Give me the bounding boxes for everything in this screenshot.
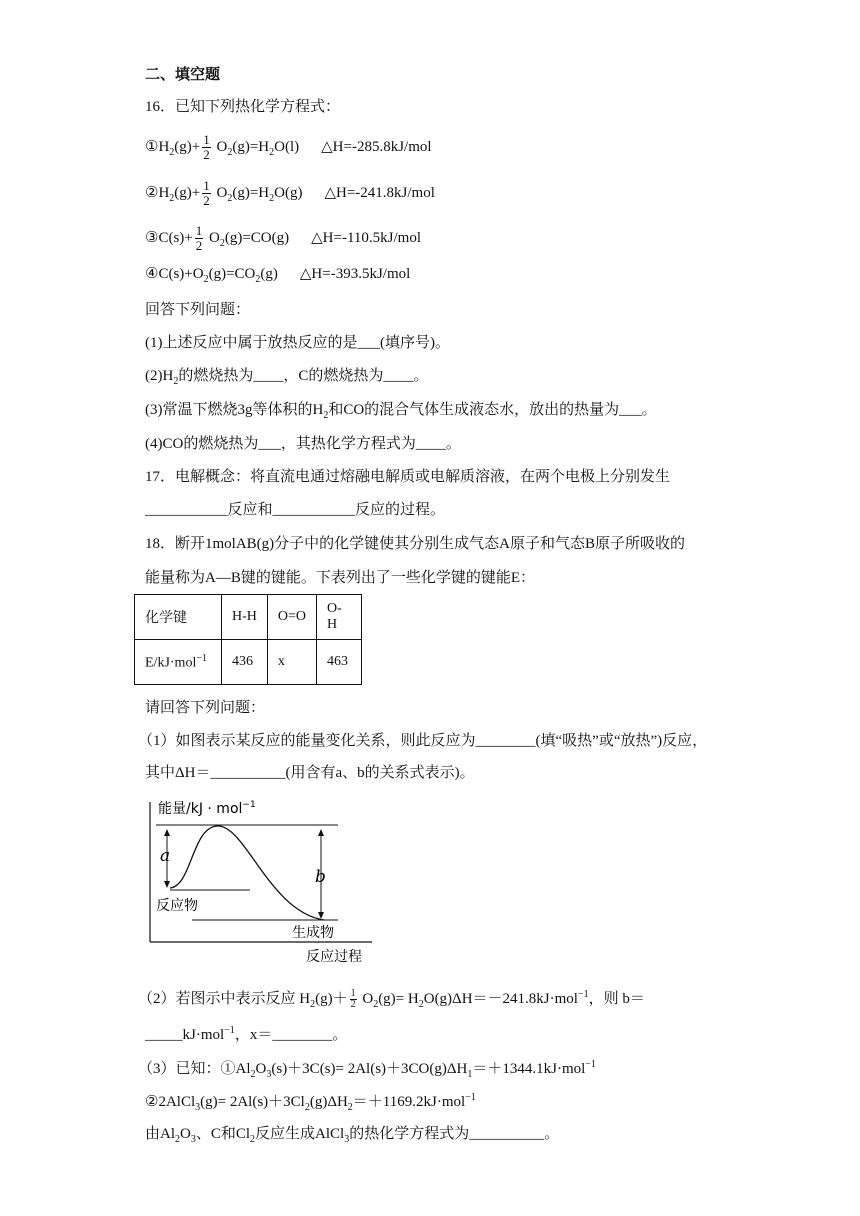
- bond-energy-table: [134, 594, 362, 685]
- q16-intro: 16．已知下列热化学方程式：: [145, 99, 341, 115]
- product-label: 生成物: [292, 925, 334, 941]
- q16-answer-prompt: 回答下列问题：: [145, 302, 251, 318]
- arrowhead: [164, 829, 170, 836]
- q18-sub1-line-2: 其中ΔH＝__________(用含有a、b的关系式表示)。: [145, 765, 475, 781]
- q18-prompt: 请回答下列问题：: [145, 700, 266, 716]
- q16-part-2: $(2)H_2$的燃烧热为____，C的燃烧热为____。: [145, 368, 429, 387]
- q17-line-1: 17．电解概念：将直流电通过熔融电解质或电解质溶液，在两个电极上分别发生: [145, 469, 671, 485]
- q18-sub3-line-2: ②2AlCl$_3$(g)= $2Al(s)+3Cl_2(g)\Delta H_2=+1169.2kJ\cdot mol^{-1}$: [145, 1092, 476, 1113]
- y-axis-label: 能量/kJ · mol$^{-1}$: [158, 800, 256, 817]
- arrowhead: [318, 912, 324, 919]
- q16-part-4: (4)CO的燃烧热为___，其热化学方程式为____。: [145, 436, 461, 452]
- table-row: [135, 640, 362, 685]
- reactant-label: 反应物: [156, 898, 198, 914]
- label-a: a: [160, 846, 171, 866]
- table-cell: x: [267, 640, 316, 685]
- q17-line-2: ___________反应和___________反应的过程。: [145, 502, 446, 518]
- q18-sub3-line-3: 由$Al_2O_3$、C和$Cl_2$反应生成AlCl$_3$的热化学方程式为__________。: [145, 1126, 560, 1145]
- q18-sub3-line-1: （3）已知：$①Al_2O_3(s)+3C(s)= 2Al(s)+3CO(g)\Delta H_1=+1344.1kJ\cdot mol^{-1}$: [138, 1059, 596, 1080]
- table-cell: E/kJ·mol$^{-1}$: [135, 640, 222, 685]
- q18-line-2: 能量称为A—B键的键能。下表列出了一些化学键的键能E：: [145, 570, 536, 586]
- x-axis-label: 反应过程: [306, 949, 362, 965]
- table-header-cell: 化学键: [135, 595, 222, 640]
- equation-4: $④C(s)+O_2(g)=CO_2(g)$ △H=-393.5kJ/mol: [145, 266, 411, 285]
- q16-part-3: (3)常温下燃烧3g等体积的$H_2$和CO的混合气体生成液态水，放出的热量为___。: [145, 402, 657, 421]
- fraction: $\frac{1}{2}$: [350, 988, 356, 1011]
- q18-sub2-line-2: _____kJ·mol$^{-1}$，x＝________。: [145, 1025, 348, 1043]
- q18-sub1-line-1: （1）如图表示某反应的能量变化关系，则此反应为________(填“吸热”或“放热”)反应，: [138, 733, 708, 749]
- fraction: $\frac{1}{2}$: [195, 223, 203, 253]
- section-title: 二、填空题: [145, 67, 221, 83]
- table-header-cell: O=O: [267, 595, 316, 640]
- equation-3: ③C(s)+ $\frac{1}{2}$ $O_2(g)=CO(g)$ △H=-110.5kJ/mol: [145, 223, 421, 253]
- energy-diagram: [140, 792, 380, 972]
- q16-part-1: (1)上述反应中属于放热反应的是___(填序号)。: [145, 335, 450, 351]
- table-cell: 436: [222, 640, 268, 685]
- table-cell: 463: [317, 640, 362, 685]
- q18-sub2-line-1: （2）若图示中表示反应 $H_2(g)+$ $\frac{1}{2}$ $O_2(g)= H_2O(g)\Delta H=-241.8kJ\cdot mol^{-1}$，则 b＝: [138, 988, 645, 1011]
- label-b: b: [315, 867, 326, 887]
- table-row: [135, 595, 362, 640]
- fraction: $\frac{1}{2}$: [203, 178, 210, 208]
- table-header-cell: H-H: [222, 595, 268, 640]
- table-header-cell: O-H: [317, 595, 362, 640]
- arrowhead: [164, 881, 170, 888]
- equation-2: $②H_2(g)+$ $\frac{1}{2}$ $O_2(g)=H_2O(g)$ △H=-241.8kJ/mol: [145, 178, 435, 208]
- fraction: $\frac{1}{2}$: [203, 132, 210, 162]
- equation-1: $①H_2(g)+$ $\frac{1}{2}$ $O_2(g)=H_2O(l)$ △H=-285.8kJ/mol: [145, 132, 432, 162]
- q18-line-1: 18．断开1molAB(g)分子中的化学键使其分别生成气态A原子和气态B原子所吸收的: [145, 536, 686, 552]
- arrowhead: [318, 829, 324, 836]
